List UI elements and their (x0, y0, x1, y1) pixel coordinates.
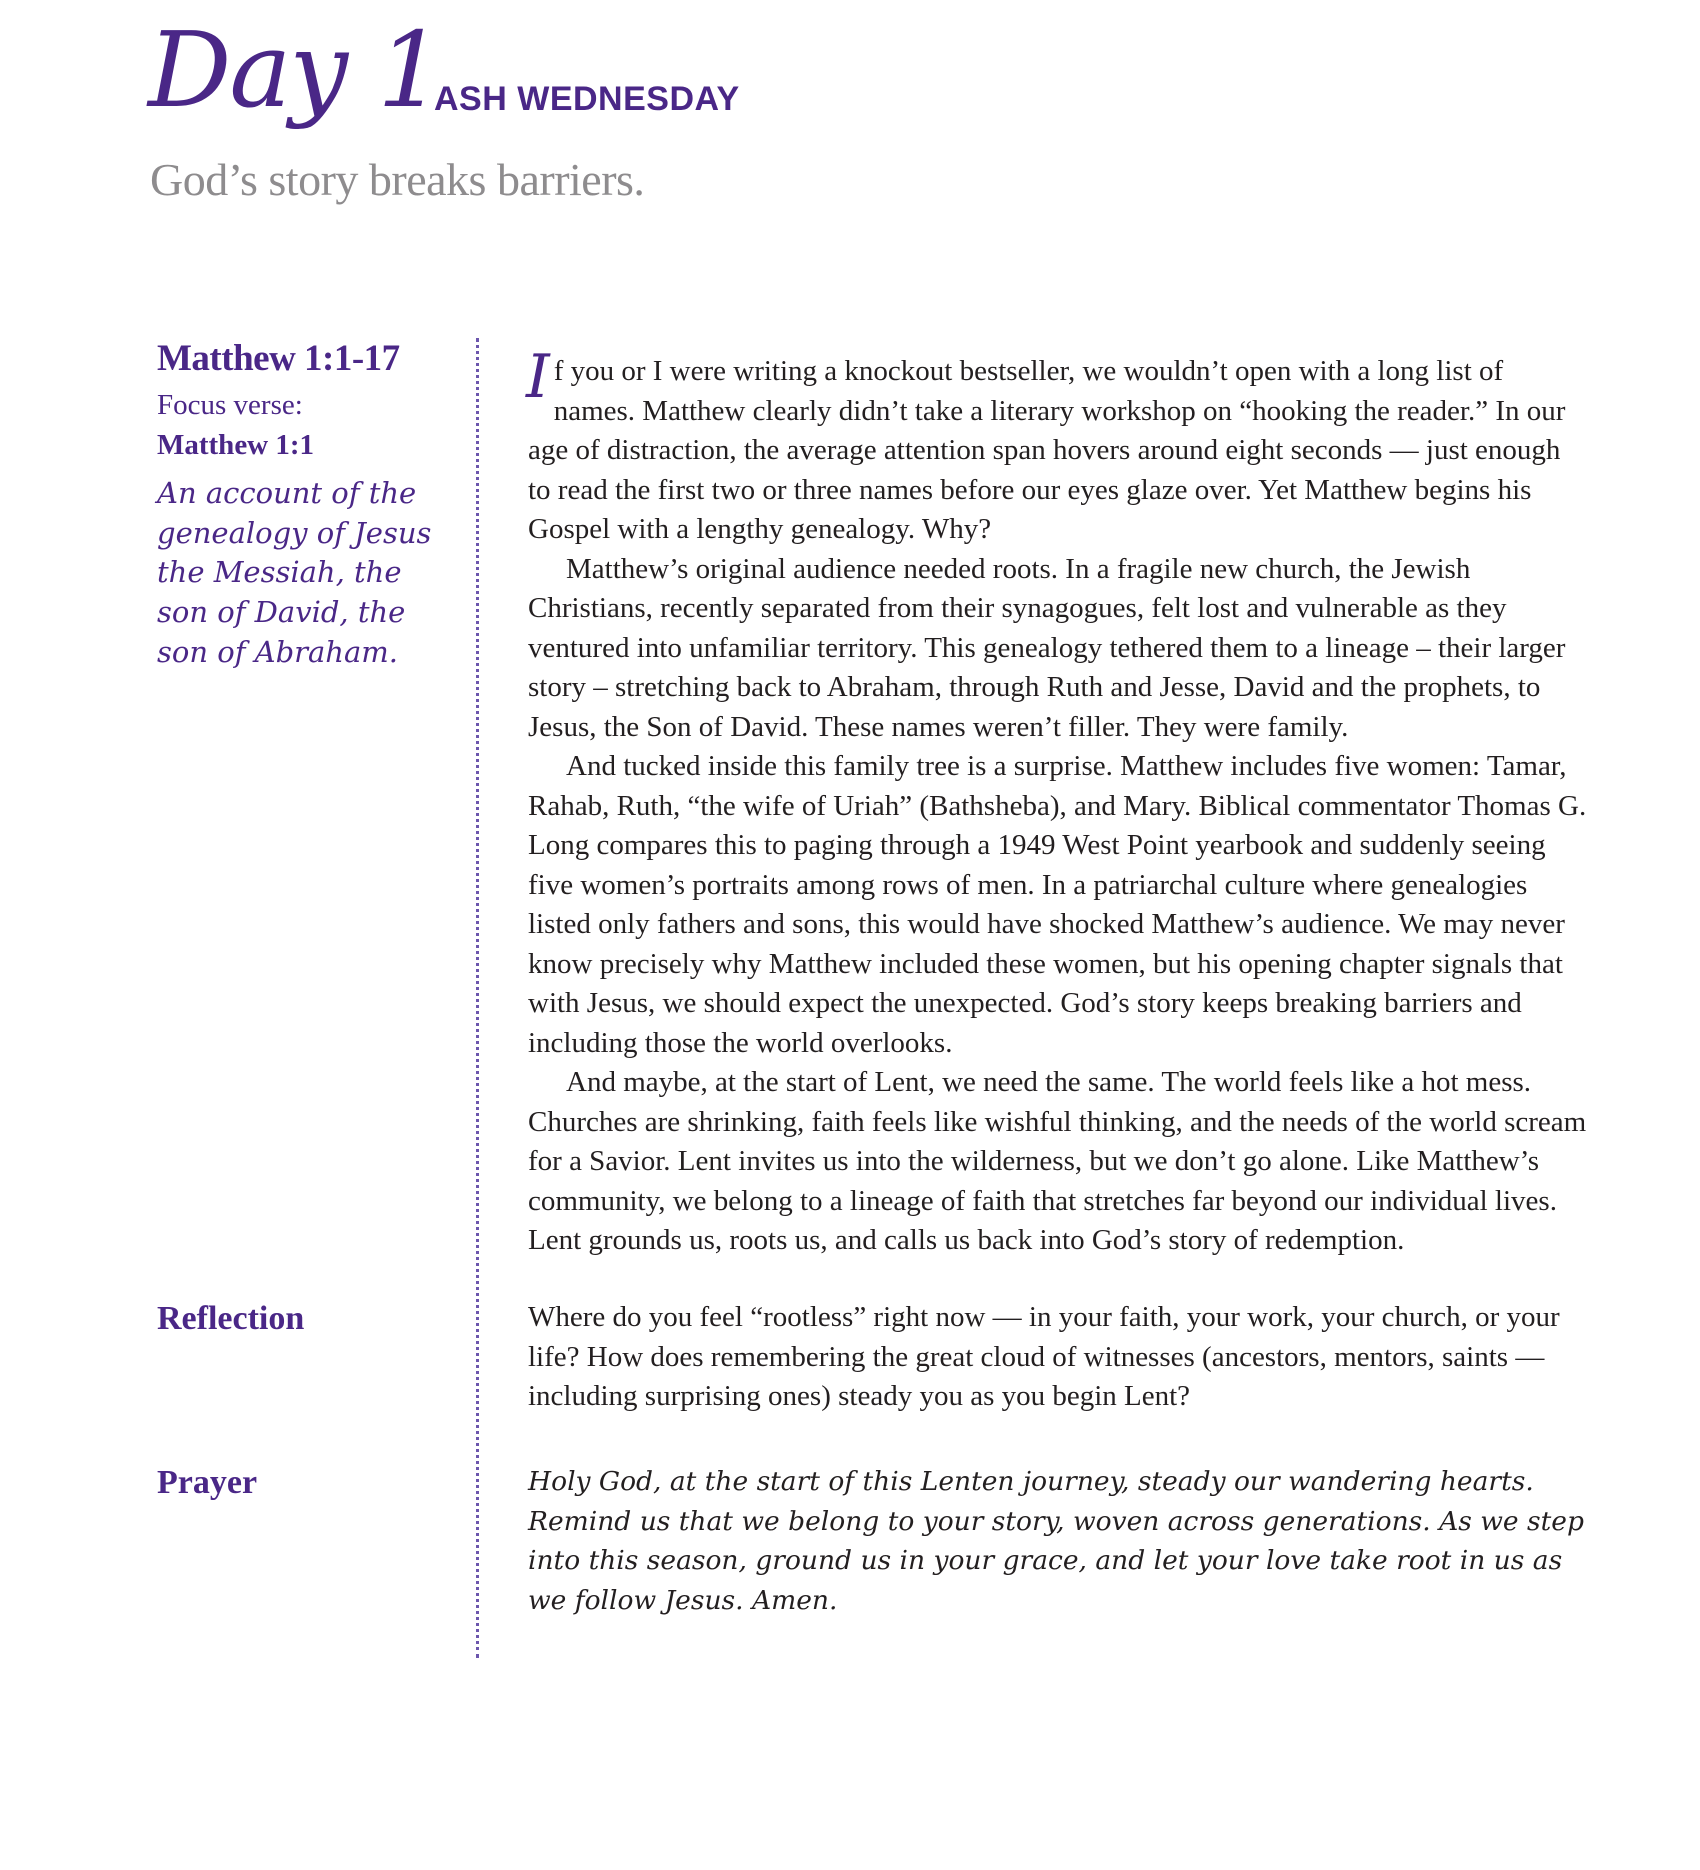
devotional-paragraph-4: And maybe, at the start of Lent, we need the same. The world feels like a hot mess. Churches are shrinking, faith feels like wishful thinking, and the needs of the world scream for a Savior. Lent invites us into the wilderness, but we don’t go alone. Like Matthew’s community, we belong to a lineage of faith that stretches far beyond our individual lives. Lent grounds us, roots us, and calls us back into God’s story of redemption. (528, 1066, 1587, 1256)
drop-cap: I (526, 342, 550, 412)
paragraph-1-text: f you or I were writing a knockout bestseller, we wouldn’t open with a long list of names. Matthew clearly didn’t take a literary workshop on “hooking the reader.” In our age of distraction, the average attention span hovers around eight seconds — just enough to read the first two or three names before our eyes glaze over. Yet Matthew begins his Gospel with a lengthy genealogy. Why? (528, 355, 1566, 545)
prayer-heading: Prayer (157, 1464, 258, 1501)
dotted-divider (476, 338, 479, 1658)
devotional-body (526, 342, 1588, 1261)
devotional-paragraph-2: Matthew’s original audience needed roots. In a fragile new church, the Jewish Christians, recently separated from their synagogues, felt lost and vulnerable as they ventured into unfamiliar territory. This genealogy tethered them to a lineage – their larger story – stretching back to Abraham, through Ruth and Jesse, David and the prophets, to Jesus, the Son of David. These names weren’t filler. They were family. (528, 552, 1566, 743)
devotional-paragraph-1 (526, 342, 1588, 550)
scripture-reference: Matthew 1:1-17 (157, 338, 400, 379)
day-title: Day 1 (148, 9, 442, 131)
focus-verse-label: Focus verse: (157, 389, 303, 421)
reflection-text: Where do you feel “rootless” right now — in your faith, your work, your church, or your life? How does remembering the great cloud of witnesses (ancestors, mentors, saints — including surprising ones) steady you as you begin Lent? (528, 1301, 1560, 1412)
day-subtitle: ASH WEDNESDAY (434, 80, 740, 118)
focus-verse-reference: Matthew 1:1 (157, 429, 315, 461)
devotional-paragraph-3: And tucked inside this family tree is a surprise. Matthew includes five women: Tamar, Rahab, Ruth, “the wife of Uriah” (Bathsheba), and Mary. Biblical commentator Thomas G. Long compares this to paging through a 1949 West Point yearbook and suddenly seeing five women’s portraits among rows of men. In a patriarchal culture where genealogies listed only fathers and sons, this would have shocked Matthew’s audience. We may never know precisely why Matthew included these women, but his opening chapter signals that with Jesus, we should expect the unexpected. God’s story keeps breaking barriers and including those the world overlooks. (528, 750, 1587, 1059)
reflection-heading: Reflection (157, 1300, 305, 1337)
focus-verse-text: An account of the genealogy of Jesus the Messiah, the son of David, the son of Abraham. (157, 476, 432, 669)
tagline: God’s story breaks barriers. (150, 154, 645, 205)
prayer-text: Holy God, at the start of this Lenten journey, steady our wandering hearts. Remind us that we belong to your story, woven across generations. As we step into this season, ground us in your grace, and let your love take root in us as we follow Jesus. Amen. (528, 1466, 1584, 1616)
